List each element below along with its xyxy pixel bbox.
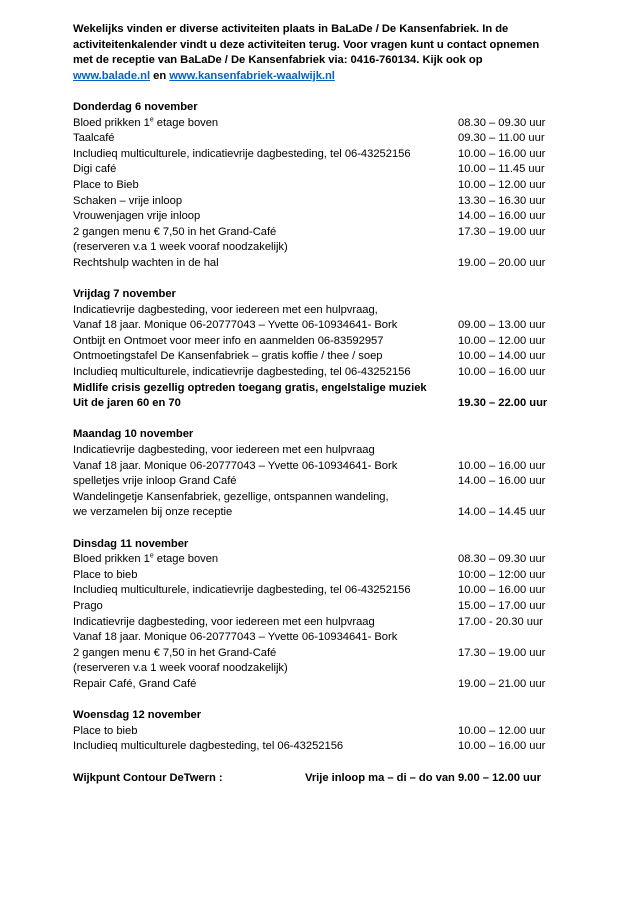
activity-description: we verzamelen bij onze receptie (73, 506, 233, 519)
activity-row (73, 661, 580, 677)
balade-website-link[interactable]: www.balade.nl (73, 69, 151, 82)
activity-row (73, 583, 580, 599)
activity-time: 08.30 – 09.30 uur (458, 553, 546, 566)
footer-wijkpunt (73, 771, 580, 787)
activity-time: 10.00 – 12.00 uur (458, 334, 546, 347)
ordinal-superscript: e (149, 115, 154, 123)
activity-description: Includieq multiculturele dagbesteding, tel 06-43252156 (73, 740, 344, 753)
activity-time: 10.00 – 16.00 uur (458, 147, 546, 160)
activity-row (73, 334, 580, 350)
activity-description: spelletjes vrije inloop Grand Café (73, 475, 237, 488)
activity-time: 19.00 – 20.00 uur (458, 256, 546, 269)
day-block (73, 100, 580, 272)
activity-row (73, 396, 580, 412)
activity-time: 09.00 – 13.00 uur (458, 319, 546, 332)
activity-description: Vanaf 18 jaar. Monique 06-20777043 – Yvette 06-10934641- Bork (73, 631, 398, 644)
activity-description: Digi café (73, 163, 117, 176)
activity-description: Includieq multiculturele, indicatievrije dagbesteding, tel 06-43252156 (73, 366, 411, 379)
activity-time: 14.00 – 16.00 uur (458, 210, 546, 223)
activity-row (73, 505, 580, 521)
day-heading: Donderdag 6 november (73, 100, 198, 113)
activity-time: 10.00 – 12.00 uur (458, 724, 546, 737)
activity-row (73, 474, 580, 490)
activity-description: Place to bieb (73, 568, 138, 581)
activity-description: Rechtshulp wachten in de hal (73, 256, 219, 269)
activity-row (73, 365, 580, 381)
activity-time: 10.00 – 14.00 uur (458, 350, 546, 363)
activity-time: 13.30 – 16.30 uur (458, 194, 546, 207)
activity-description (73, 116, 458, 132)
activity-description-pre: Bloed prikken 1 (73, 553, 150, 566)
activity-description: Indicatievrije dagbesteding, voor iedereen met een hulpvraag (73, 444, 375, 457)
activity-row (73, 552, 580, 568)
activity-description: Schaken – vrije inloop (73, 194, 183, 207)
intro-conjunction-text: en (153, 69, 167, 82)
activity-time: 10.00 – 12.00 uur (458, 178, 546, 191)
activity-description: Taalcafé (73, 132, 115, 145)
day-block (73, 708, 580, 755)
activity-description: Ontmoetingstafel De Kansenfabriek – gratis koffie / thee / soep (73, 350, 383, 363)
activity-description-pre: Bloed prikken 1 (73, 116, 150, 129)
activity-time: 19.00 – 21.00 uur (458, 677, 546, 690)
activity-description: Includieq multiculturele, indicatievrije dagbesteding, tel 06-43252156 (73, 584, 411, 597)
activity-row (73, 677, 580, 693)
day-heading: Maandag 10 november (73, 428, 194, 441)
activity-time: 14.00 – 16.00 uur (458, 475, 546, 488)
activity-row (73, 147, 580, 163)
activity-description: Indicatievrije dagbesteding, voor iedereen met een hulpvraag (73, 615, 375, 628)
activity-row (73, 225, 580, 241)
activity-description: 2 gangen menu € 7,50 in het Grand-Café (73, 646, 277, 659)
activity-row (73, 209, 580, 225)
kansenfabriek-website-link[interactable]: www.kansenfabriek-waalwijk.nl (169, 69, 335, 82)
activity-row (73, 303, 580, 319)
day-heading: Vrijdag 7 november (73, 288, 176, 301)
activity-time: 10.00 – 16.00 uur (458, 459, 546, 472)
day-block (73, 427, 580, 521)
activity-time: 17.30 – 19.00 uur (458, 646, 546, 659)
activity-row (73, 240, 580, 256)
activity-row (73, 459, 580, 475)
activity-time: 10.00 – 16.00 uur (458, 740, 546, 753)
activity-time: 17.30 – 19.00 uur (458, 225, 546, 238)
activity-description: Indicatievrije dagbesteding, voor iedereen met een hulpvraag, (73, 303, 378, 316)
activity-row (73, 599, 580, 615)
activity-row (73, 162, 580, 178)
activity-row (73, 724, 580, 740)
activity-row (73, 615, 580, 631)
activity-time: 10:00 – 12:00 uur (458, 568, 546, 581)
activity-description: Vanaf 18 jaar. Monique 06-20777043 – Yvette 06-10934641- Bork (73, 459, 398, 472)
activity-description-post: etage boven (153, 553, 219, 566)
activity-time: 10.00 – 16.00 uur (458, 584, 546, 597)
activity-time: 15.00 – 17.00 uur (458, 599, 546, 612)
activity-row (73, 178, 580, 194)
activity-row (73, 568, 580, 584)
activity-time: 09.30 – 11.00 uur (458, 132, 545, 145)
activity-description: Prago (73, 599, 103, 612)
day-block (73, 537, 580, 693)
day-heading: Dinsdag 11 november (73, 537, 189, 550)
activity-description: Includieq multiculturele, indicatievrije dagbesteding, tel 06-43252156 (73, 147, 411, 160)
schedule-days-container (73, 100, 580, 755)
activity-description (73, 552, 458, 568)
activity-time: 10.00 – 16.00 uur (458, 366, 546, 379)
activity-description: Vrouwenjagen vrije inloop (73, 210, 201, 223)
activity-description: (reserveren v.a 1 week vooraf noodzakelijk) (73, 662, 288, 675)
day-block (73, 287, 580, 412)
activity-time: 19.30 – 22.00 uur (458, 397, 548, 410)
activity-description: Midlife crisis gezellig optreden toegang gratis, engelstalige muziek (73, 381, 427, 394)
activity-time: 08.30 – 09.30 uur (458, 116, 546, 129)
activity-time: 10.00 – 11.45 uur (458, 163, 545, 176)
activity-time: 17.00 - 20.30 uur (458, 615, 543, 628)
activity-row (73, 490, 580, 506)
activity-row (73, 131, 580, 147)
day-heading: Woensdag 12 november (73, 709, 202, 722)
activity-description: Ontbijt en Ontmoet voor meer info en aanmelden 06-83592957 (73, 334, 384, 347)
intro-paragraph (73, 22, 580, 84)
activity-time: 14.00 – 14.45 uur (458, 506, 546, 519)
activity-description-post: etage boven (153, 116, 219, 129)
activity-description: (reserveren v.a 1 week vooraf noodzakelijk) (73, 241, 288, 254)
ordinal-superscript: e (149, 552, 154, 560)
intro-line-1: Wekelijks vinden er diverse activiteiten plaats in BaLaDe / De Kansenfabriek. In de (73, 23, 509, 35)
activity-row (73, 116, 580, 132)
activity-row (73, 646, 580, 662)
activity-description: Uit de jaren 60 en 70 (73, 397, 181, 410)
footer-label: Wijkpunt Contour DeTwern : (73, 771, 223, 784)
activity-description: Place to Bieb (73, 178, 139, 191)
activity-description: Wandelingetje Kansenfabriek, gezellige, ontspannen wandeling, (73, 490, 389, 503)
activity-row (73, 739, 580, 755)
intro-line-2: activiteitenkalender vindt u deze activiteiten terug. Voor vragen kunt u contact opnemen (73, 38, 540, 51)
activity-row (73, 256, 580, 272)
activity-row (73, 318, 580, 334)
activity-row (73, 381, 580, 397)
activity-row (73, 194, 580, 210)
activity-description: Vanaf 18 jaar. Monique 06-20777043 – Yvette 06-10934641- Bork (73, 319, 398, 332)
activity-description: 2 gangen menu € 7,50 in het Grand-Café (73, 225, 277, 238)
intro-line-3: met de receptie van BaLaDe / De Kansenfabriek via: 0416-760134. Kijk ook op (73, 54, 483, 67)
activity-row (73, 443, 580, 459)
activity-description: Place to bieb (73, 724, 138, 737)
activity-row (73, 630, 580, 646)
activity-row (73, 349, 580, 365)
footer-value: Vrije inloop ma – di – do van 9.00 – 12.00 uur (305, 771, 541, 784)
activity-description: Repair Café, Grand Café (73, 677, 197, 690)
